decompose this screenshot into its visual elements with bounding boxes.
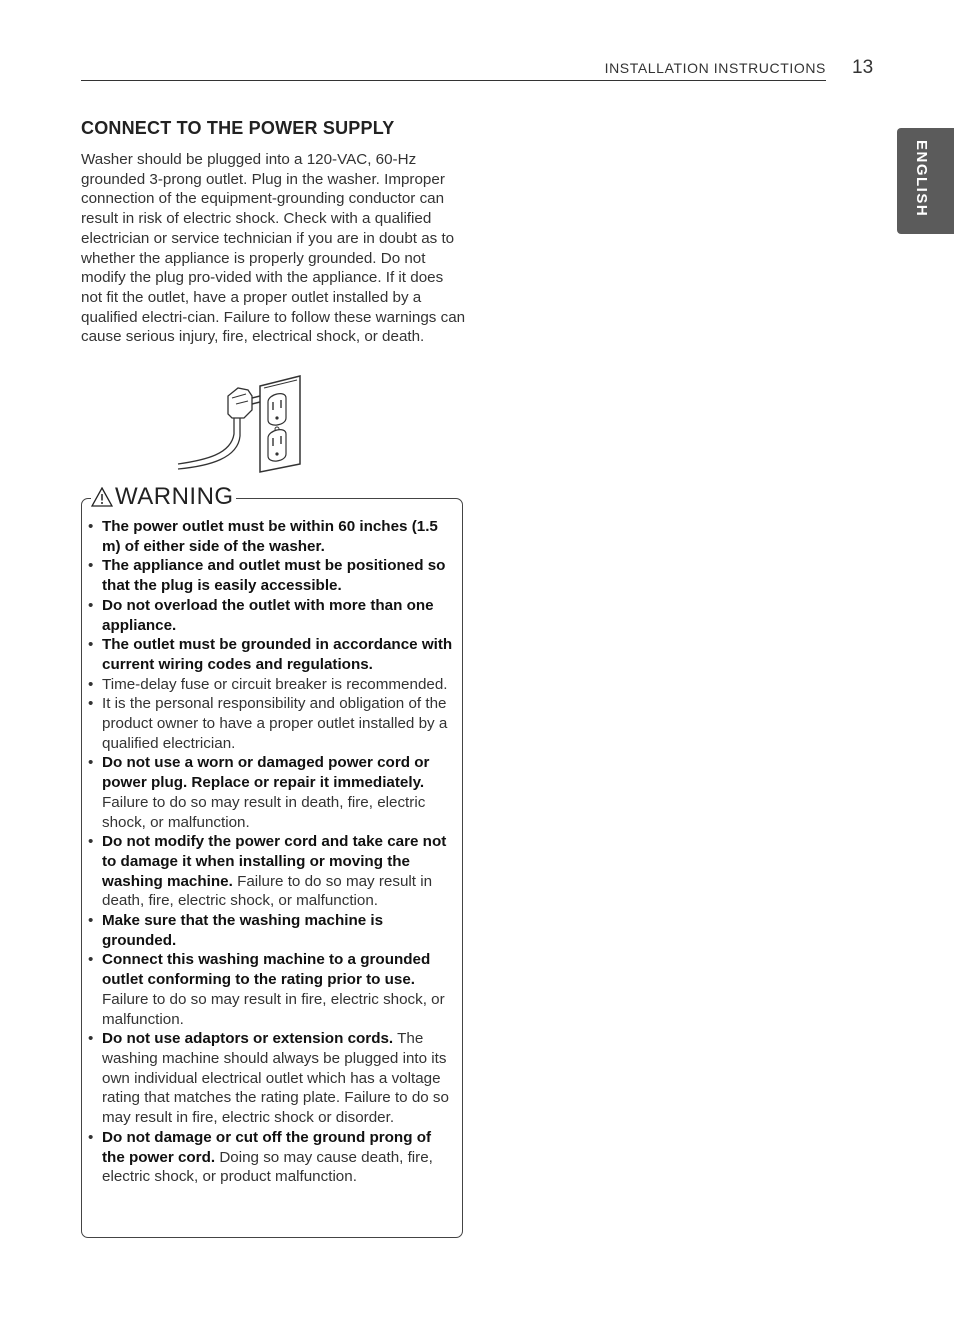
header-rule [81, 80, 826, 81]
language-tab-label: ENGLISH [913, 140, 930, 218]
warning-item [88, 832, 456, 911]
warning-item-text: Failure to do so may result in death, fire, electric shock, or malfunction. [102, 872, 433, 910]
warning-item-bold: Do not use adaptors or extension cords. [102, 1030, 394, 1048]
warning-item-bold: Do not overload the outlet with more than one appliance. [102, 596, 434, 634]
warning-triangle-icon [91, 487, 113, 507]
intro-paragraph: Washer should be plugged into a 120-VAC, 60-Hz grounded 3-prong outlet. Plug in the washer. Improper connection of the equipment-grounding conductor can result in risk of electric shock. Check with a qualified electrician or service technician if you are in doubt as to whether the appliance is properly grounded. Do not modify the plug pro-vided with the appliance. If it does not fit the outlet, have a proper outlet installed by a qualified electri-cian. Failure to follow these warnings can cause serious injury, fire, electrical shock, or death. [81, 151, 466, 346]
warning-item [88, 950, 456, 1029]
warning-item-text: Failure to do so may result in fire, electric shock, or malfunction. [102, 990, 445, 1028]
warning-item [88, 675, 456, 695]
warning-item [88, 694, 456, 753]
warning-item-text: Time-delay fuse or circuit breaker is recommended. [102, 675, 448, 693]
section-title: CONNECT TO THE POWER SUPPLY [81, 118, 395, 138]
header-section-label: INSTALLATION INSTRUCTIONS [604, 60, 826, 76]
warning-item [88, 911, 456, 950]
warning-item [88, 556, 456, 595]
warning-item [88, 635, 456, 674]
receptacle-top-icon [268, 394, 286, 425]
warning-list [88, 517, 456, 1187]
warning-item-bold: The power outlet must be within 60 inches (1.5 m) of either side of the washer. [102, 518, 438, 555]
plug-and-outlet-illustration [176, 374, 306, 474]
warning-item-text: It is the personal responsibility and obligation of the product owner to have a proper outlet installed by a qualified electrician. [102, 695, 448, 752]
warning-item-bold: Connect this washing machine to a grounded outlet conforming to the rating prior to use. [102, 951, 431, 989]
warning-heading [91, 483, 236, 511]
warning-item-bold: The appliance and outlet must be positioned so that the plug is easily accessible. [102, 557, 446, 595]
warning-item [88, 1128, 456, 1187]
warning-item-bold: The outlet must be grounded in accordance with current wiring codes and regulations. [102, 636, 453, 673]
warning-item-text: Doing so may cause death, fire, electric shock, or product malfunction. [102, 1148, 433, 1186]
warning-item-bold: Do not modify the power cord and take care not to damage it when installing or moving the washing machine. [102, 833, 447, 890]
warning-item-bold: Do not use a worn or damaged power cord or power plug. Replace or repair it immediately. [102, 754, 430, 792]
warning-item [88, 596, 456, 635]
warning-title: WARNING [115, 483, 234, 510]
language-tab[interactable] [897, 128, 954, 234]
receptacle-bottom-icon [268, 430, 286, 461]
warning-item-bold: Do not damage or cut off the ground prong of the power cord. [102, 1128, 432, 1166]
warning-item-text: The washing machine should always be plugged into its own individual electrical outlet which has a voltage rating that matches the rating plate. Failure to do so may result in fire, electric shock or disorder. [102, 1030, 449, 1127]
warning-item-bold: Make sure that the washing machine is grounded. [102, 912, 384, 949]
warning-item [88, 753, 456, 832]
warning-item-text: Failure to do so may result in death, fire, electric shock, or malfunction. [102, 793, 426, 831]
page-number: 13 [852, 57, 874, 78]
warning-item [88, 517, 456, 556]
warning-item [88, 1029, 456, 1128]
